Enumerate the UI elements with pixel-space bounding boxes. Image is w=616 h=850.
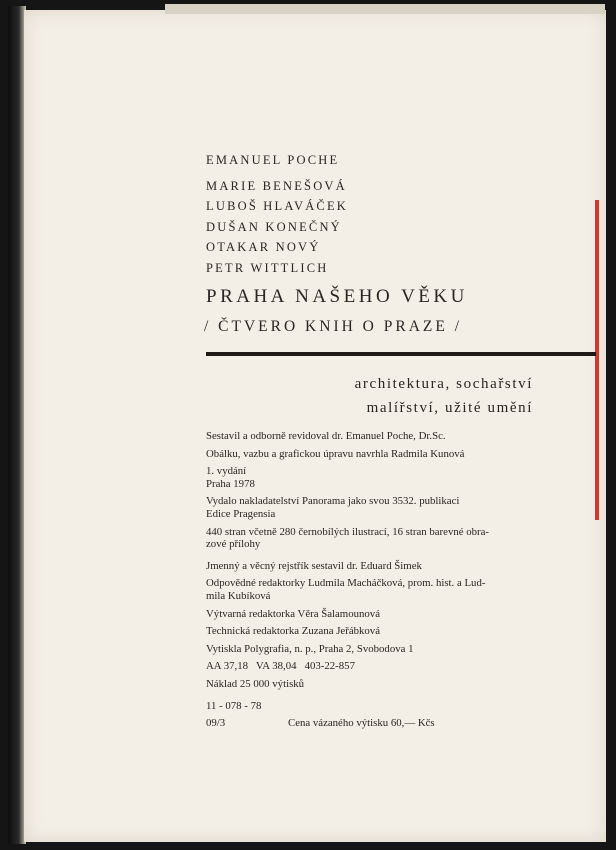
colophon-cover: Obálku, vazbu a grafickou úpravu navrhla Radmila Kunová <box>206 447 465 460</box>
colophon-print-run: Náklad 25 000 výtisků <box>206 677 305 690</box>
colophon-number: 11 - 078 - 78 <box>206 699 262 712</box>
title-rule <box>206 352 596 356</box>
colophon-editors: Odpovědné redaktorky Ludmila Macháčková, prom. hist. a Lud- <box>206 577 486 590</box>
colophon-code: 09/3 <box>206 717 226 730</box>
author-name: MARIE BENEŠOVÁ <box>206 178 347 193</box>
colophon-codes: AA 37,18 VA 38,04 403-22-857 <box>206 660 355 673</box>
colophon-place-year: Praha 1978 <box>206 477 255 490</box>
colophon-series: Edice Pragensia <box>206 507 276 520</box>
colophon-publisher: Vydalo nakladatelství Panorama jako svou 3532. publikaci <box>206 495 460 508</box>
colophon-tech-editor: Technická redaktorka Zuzana Jeřábková <box>206 625 380 638</box>
red-bookmark-edge <box>595 200 599 520</box>
colophon-pages: 440 stran včetně 280 černobílých ilustrací, 16 stran barevné obra- <box>206 525 490 538</box>
book-title: PRAHA NAŠEHO VĚKU <box>206 286 468 307</box>
price-row <box>206 717 546 730</box>
colophon-index: Jmenný a věcný rejstřík sestavil dr. Eduard Šimek <box>206 559 422 572</box>
author-block <box>206 150 348 278</box>
lead-author: EMANUEL POCHE <box>206 153 340 167</box>
topics-block <box>355 372 533 420</box>
author-name: DUŠAN KONEČNÝ <box>206 219 342 234</box>
colophon-editors-cont: mila Kubíková <box>206 589 271 602</box>
author-name: OTAKAR NOVÝ <box>206 240 321 254</box>
colophon-art-editor: Výtvarná redaktorka Věra Šalamounová <box>206 607 380 620</box>
colophon-compiled: Sestavil a odborně revidoval dr. Emanuel Poche, Dr.Sc. <box>206 430 446 442</box>
book-subtitle: / ČTVERO KNIH O PRAZE / <box>204 318 463 335</box>
topics-line: architektura, sochařství <box>354 376 533 392</box>
colophon <box>206 430 546 730</box>
colophon-printer: Vytiskla Polygrafia, n. p., Praha 2, Svobodova 1 <box>206 642 414 655</box>
colophon-price: Cena vázaného výtisku 60,— Kčs <box>288 717 435 730</box>
topics-line: malířství, užité umění <box>366 400 533 416</box>
colophon-pages-cont: zové přílohy <box>206 538 261 551</box>
page-top-edge <box>165 4 605 14</box>
author-name: LUBOŠ HLAVÁČEK <box>206 199 349 213</box>
author-name: PETR WITTLICH <box>206 260 329 275</box>
colophon-edition: 1. vydání <box>206 465 247 478</box>
